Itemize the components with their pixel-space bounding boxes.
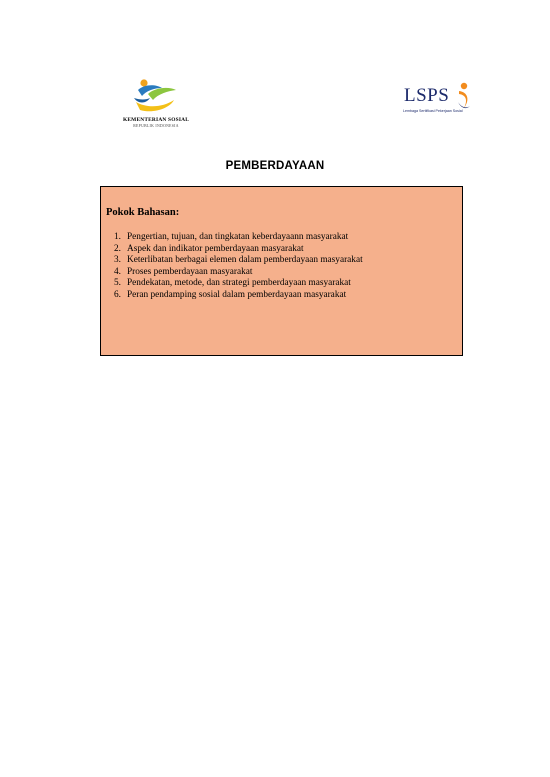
topic-box	[100, 186, 463, 356]
item-text: Pendekatan, metode, dan strategi pemberdayaan masyarakat	[127, 278, 351, 289]
item-number: 2.	[114, 243, 121, 254]
list-item	[114, 244, 363, 256]
lsps-emblem-icon	[456, 82, 472, 112]
list-item	[114, 290, 363, 302]
list-item	[114, 267, 363, 279]
list-item	[114, 278, 363, 290]
item-text: Pengertian, tujuan, dan tingkatan keberdayaann masyarakat	[127, 232, 349, 242]
list-item	[114, 255, 363, 267]
item-number: 3.	[114, 255, 121, 266]
item-text: Keterlibatan berbagai elemen dalam pemberdayaan masyarakat	[127, 255, 363, 266]
topic-heading: Pokok Bahasan:	[106, 207, 180, 218]
item-text: Peran pendamping sosial dalam pemberdayaan masyarakat	[127, 289, 347, 300]
topic-list	[114, 232, 363, 302]
lsps-tagline: Lembaga Sertifikasi Pekerjaan Sosial	[403, 109, 463, 113]
lsps-name: LSPS	[404, 85, 450, 106]
page-title: PEMBERDAYAAN	[225, 160, 325, 172]
kemensos-emblem-icon	[132, 78, 180, 116]
item-number: 1.	[114, 232, 121, 242]
list-item	[114, 232, 363, 244]
item-number: 4.	[114, 266, 121, 277]
item-number: 5.	[114, 278, 121, 289]
lsps-logo	[400, 80, 476, 118]
kementerian-sosial-logo	[110, 78, 202, 134]
item-text: Proses pemberdayaan masyarakat	[127, 266, 253, 277]
kemensos-name: KEMENTERIAN SOSIAL	[122, 117, 190, 123]
item-number: 6.	[114, 289, 121, 300]
item-text: Aspek dan indikator pemberdayaan masyarakat	[127, 243, 304, 254]
kemensos-subtitle: REPUBLIK INDONESIA	[133, 124, 179, 128]
